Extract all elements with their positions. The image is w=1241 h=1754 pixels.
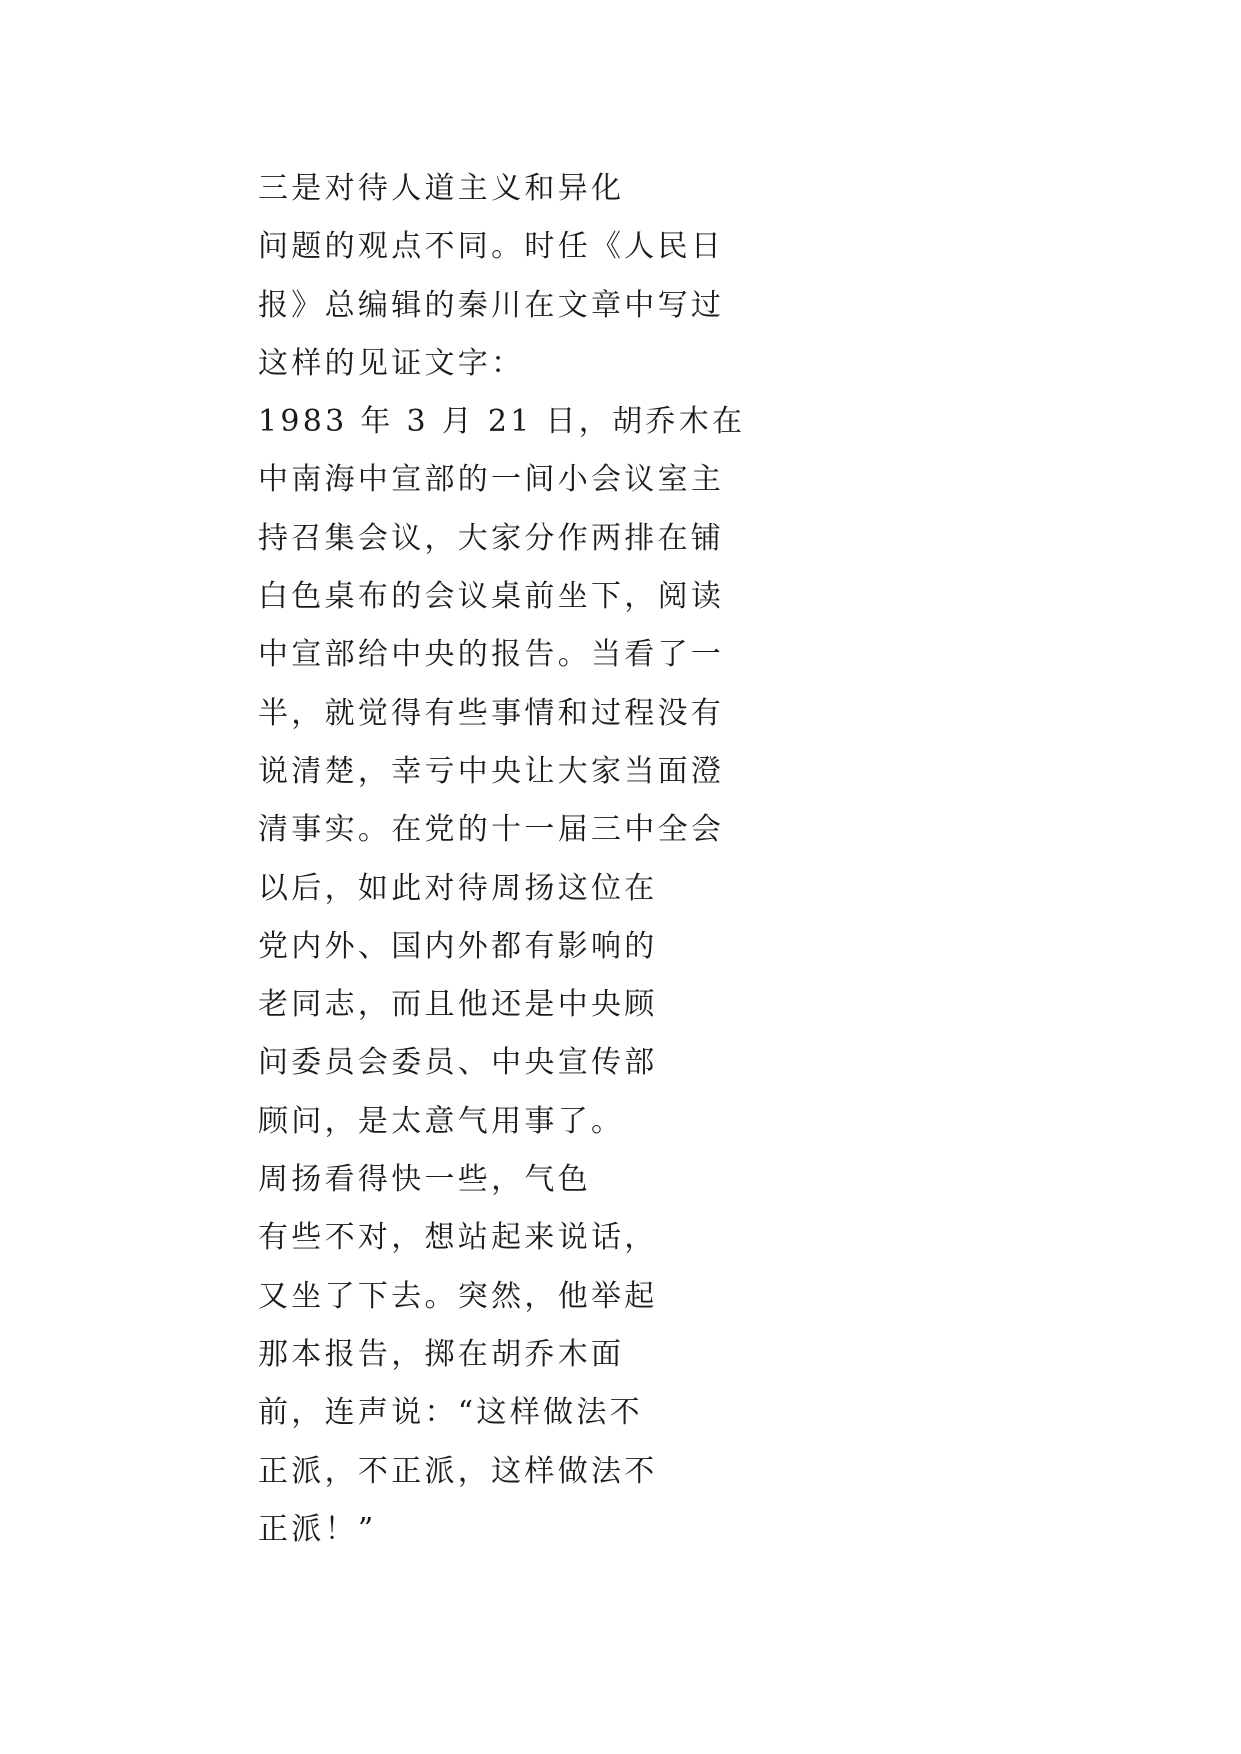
text-line: 中南海中宣部的一间小会议室主 bbox=[258, 462, 725, 498]
text-line: 顾问，是太意气用事了。 bbox=[258, 1103, 625, 1139]
text-line: 周扬看得快一些，气色 bbox=[258, 1162, 591, 1198]
text-line: 三是对待人道主义和异化 bbox=[258, 171, 625, 206]
text-line: 那本报告，掷在胡乔木面 bbox=[258, 1336, 625, 1372]
text-line: 中宣部给中央的报告。当看了一 bbox=[258, 637, 725, 673]
text-line: 前，连声说：“这样做法不 bbox=[258, 1395, 643, 1431]
text-line: 以后，如此对待周扬这位在 bbox=[258, 870, 658, 906]
text-line: 半，就觉得有些事情和过程没有 bbox=[258, 695, 725, 731]
body-text bbox=[258, 160, 758, 1559]
text-line: 又坐了下去。突然，他举起 bbox=[258, 1278, 658, 1314]
text-line: 党内外、国内外都有影响的 bbox=[258, 928, 658, 964]
text-line: 白色桌布的会议桌前坐下，阅读 bbox=[258, 579, 725, 615]
text-line: 1983 年 3 月 21 日，胡乔木在 bbox=[258, 404, 746, 440]
text-line: 老同志，而且他还是中央顾 bbox=[258, 987, 658, 1023]
text-line: 正派，不正派，这样做法不 bbox=[258, 1453, 658, 1489]
text-line: 正派！” bbox=[258, 1511, 377, 1547]
text-line: 有些不对，想站起来说话， bbox=[258, 1220, 658, 1256]
text-line: 持召集会议，大家分作两排在铺 bbox=[258, 520, 725, 556]
text-line: 清事实。在党的十一届三中全会 bbox=[258, 812, 725, 848]
text-line: 报》总编辑的秦川在文章中写过 bbox=[258, 287, 725, 323]
text-line: 问委员会委员、中央宣传部 bbox=[258, 1045, 658, 1081]
text-line: 问题的观点不同。时任《人民日 bbox=[258, 229, 725, 265]
text-line: 说清楚，幸亏中央让大家当面澄 bbox=[258, 753, 725, 789]
text-line: 这样的见证文字： bbox=[258, 345, 525, 381]
